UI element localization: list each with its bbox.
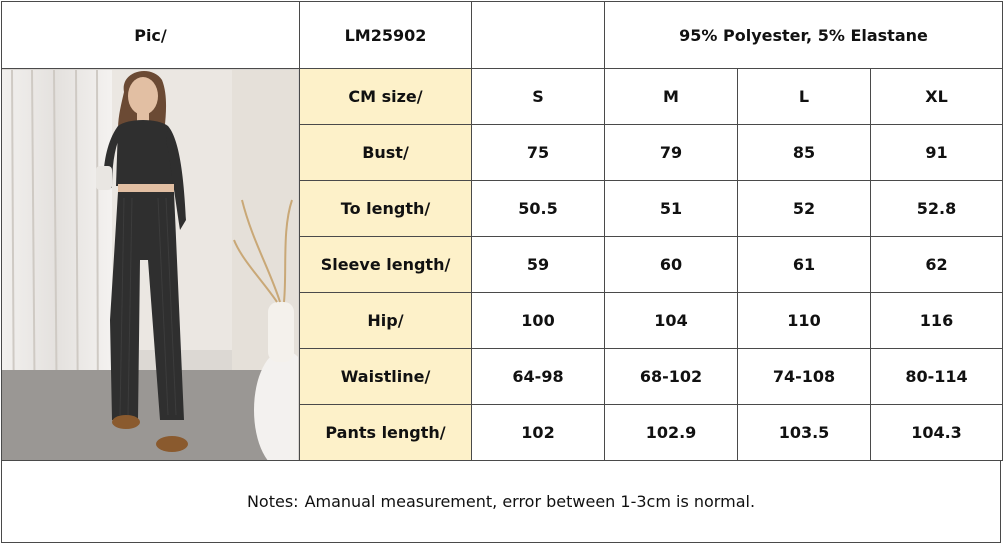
row-label: Waistline/	[300, 349, 472, 405]
table-cell: 80-114	[871, 349, 1003, 405]
size-row-label: CM size/	[300, 69, 472, 125]
table-cell: 100	[472, 293, 605, 349]
table-cell: 102.9	[605, 405, 738, 461]
size-table	[1, 1, 1003, 461]
row-label: Pants length/	[300, 405, 472, 461]
product-photo-cell	[2, 69, 300, 461]
row-label: To length/	[300, 181, 472, 237]
table-cell: 75	[472, 125, 605, 181]
notes-text: Amanual measurement, error between 1-3cm is normal.	[304, 492, 756, 511]
table-cell: 59	[472, 237, 605, 293]
table-cell: 74-108	[738, 349, 871, 405]
notes-label: Notes:	[246, 492, 299, 511]
table-cell: 51	[605, 181, 738, 237]
row-label: Sleeve length/	[300, 237, 472, 293]
material-composition: 95% Polyester, 5% Elastane	[605, 2, 1003, 69]
row-label: Bust/	[300, 125, 472, 181]
product-photo	[2, 70, 298, 460]
table-cell: 104	[605, 293, 738, 349]
table-cell: 116	[871, 293, 1003, 349]
pic-label: Pic/	[2, 2, 300, 69]
table-cell: 102	[472, 405, 605, 461]
size-l: L	[738, 69, 871, 125]
header-row	[2, 2, 1003, 69]
blank-header-cell	[472, 2, 605, 69]
table-cell: 52	[738, 181, 871, 237]
table-cell: 104.3	[871, 405, 1003, 461]
model-number: LM25902	[300, 2, 472, 69]
table-cell: 62	[871, 237, 1003, 293]
table-cell: 91	[871, 125, 1003, 181]
size-m: M	[605, 69, 738, 125]
table-cell: 68-102	[605, 349, 738, 405]
table-cell: 110	[738, 293, 871, 349]
table-cell: 79	[605, 125, 738, 181]
table-cell: 64-98	[472, 349, 605, 405]
size-s: S	[472, 69, 605, 125]
table-cell: 61	[738, 237, 871, 293]
row-label: Hip/	[300, 293, 472, 349]
table-cell: 60	[605, 237, 738, 293]
table-cell: 52.8	[871, 181, 1003, 237]
table-cell: 50.5	[472, 181, 605, 237]
size-xl: XL	[871, 69, 1003, 125]
table-cell: 85	[738, 125, 871, 181]
size-row	[2, 69, 1003, 125]
table-cell: 103.5	[738, 405, 871, 461]
notes-footer	[1, 461, 1001, 543]
